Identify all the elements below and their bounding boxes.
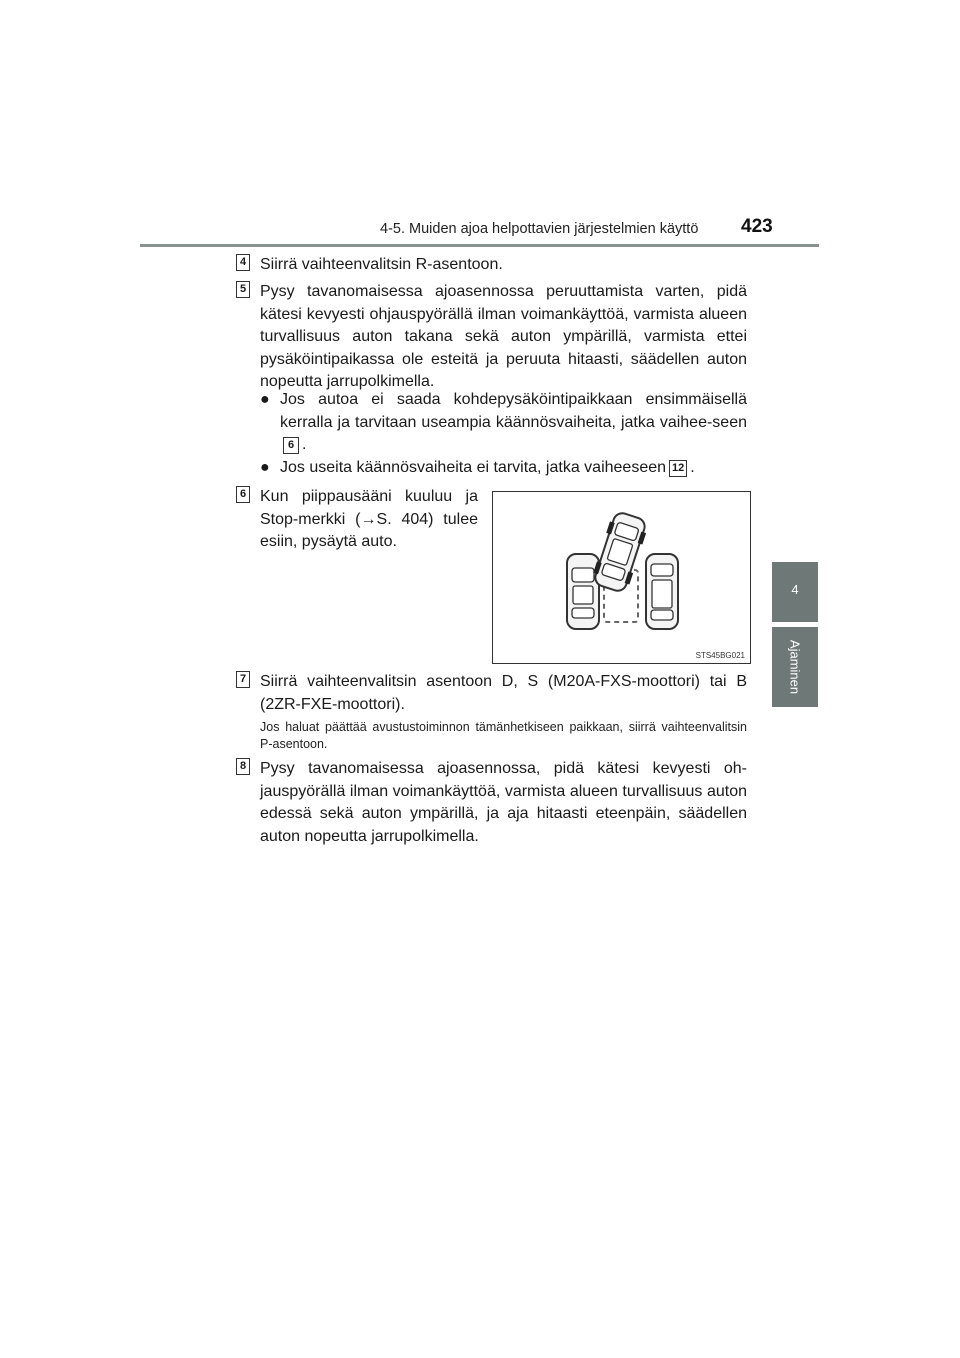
figure-code: STS45BG021	[695, 651, 745, 660]
step-6-text-before: Kun piippausääni kuuluu ja Stop-merkki (	[260, 488, 478, 528]
step-8-text: Pysy tavanomaisessa ajoasennossa, pidä kätesi kevyesti oh-jauspyörällä ilman voimankäyttöä, varmista alueen turvallisuus auton edessä sekä auton ympärillä, ja aja hitaasti eteenpäin, säädellen auton nopeutta jarrupolkimella.	[260, 760, 747, 845]
chapter-number-tab	[772, 562, 818, 622]
note-text: Jos haluat päättää avustustoiminnon tämänhetkiseen paikkaan, siirrä vaihteenvalitsin P-asentoon.	[260, 720, 747, 751]
step-number-4: 4	[236, 254, 250, 271]
step-6-text-after: S. 404) tulee esiin, pysäytä auto.	[260, 510, 479, 550]
step-5-text: Pysy tavanomaisessa ajoasennossa peruuttamista varten, pidä kätesi kevyesti ohjauspyörällä ilman voimankäyttöä, varmista alueen turvallisuus auton takana sekä auton ympärillä, varmista ettei pysäköintipaikassa ole esteitä ja peruuta hitaasti, säädellen auton nopeutta jarrupolkimella.	[260, 283, 747, 390]
page-number: 423	[741, 216, 773, 237]
bullet-dot: ●	[260, 391, 270, 408]
step-reference-12[interactable]: 12	[669, 460, 687, 477]
parking-illustration	[492, 491, 751, 664]
step-number-8: 8	[236, 758, 250, 775]
chapter-label: Ajaminen	[787, 639, 803, 695]
bullet-dot: ●	[260, 459, 270, 476]
step-7-text: Siirrä vaihteenvalitsin asentoon D, S (M20A-FXS-moottori) tai B (2ZR-FXE-moottori).	[260, 673, 747, 713]
step-number-7: 7	[236, 671, 250, 688]
step-number-6: 6	[236, 486, 250, 503]
section-title: 4-5. Muiden ajoa helpottavien järjestelmien käyttö	[380, 221, 699, 237]
chapter-label-tab	[772, 627, 818, 707]
chapter-number: 4	[791, 582, 799, 597]
parked-car-left	[567, 554, 599, 629]
bullet-2-text: Jos useita käännösvaiheita ei tarvita, jatka vaiheeseen	[280, 459, 667, 476]
reversing-car	[590, 510, 650, 594]
parking-diagram-icon	[493, 492, 750, 663]
step-number-5: 5	[236, 281, 250, 298]
step-reference-6[interactable]: 6	[283, 437, 299, 454]
bullet-2-end: .	[690, 459, 695, 476]
parked-car-right	[646, 554, 678, 629]
step-4-text: Siirrä vaihteenvalitsin R-asentoon.	[260, 256, 503, 273]
bullet-1-text: Jos autoa ei saada kohdepysäköintipaikkaan ensimmäisellä kerralla ja tarvitaan useampia käännösvaiheita, jatka vaihee-seen	[280, 391, 747, 431]
step-6-text	[260, 486, 478, 554]
bullet-item-1	[260, 389, 747, 457]
arrow-icon: →	[360, 510, 377, 528]
bullet-item-2	[260, 457, 747, 480]
bullet-1-end: .	[302, 436, 307, 453]
header-divider	[140, 244, 819, 247]
